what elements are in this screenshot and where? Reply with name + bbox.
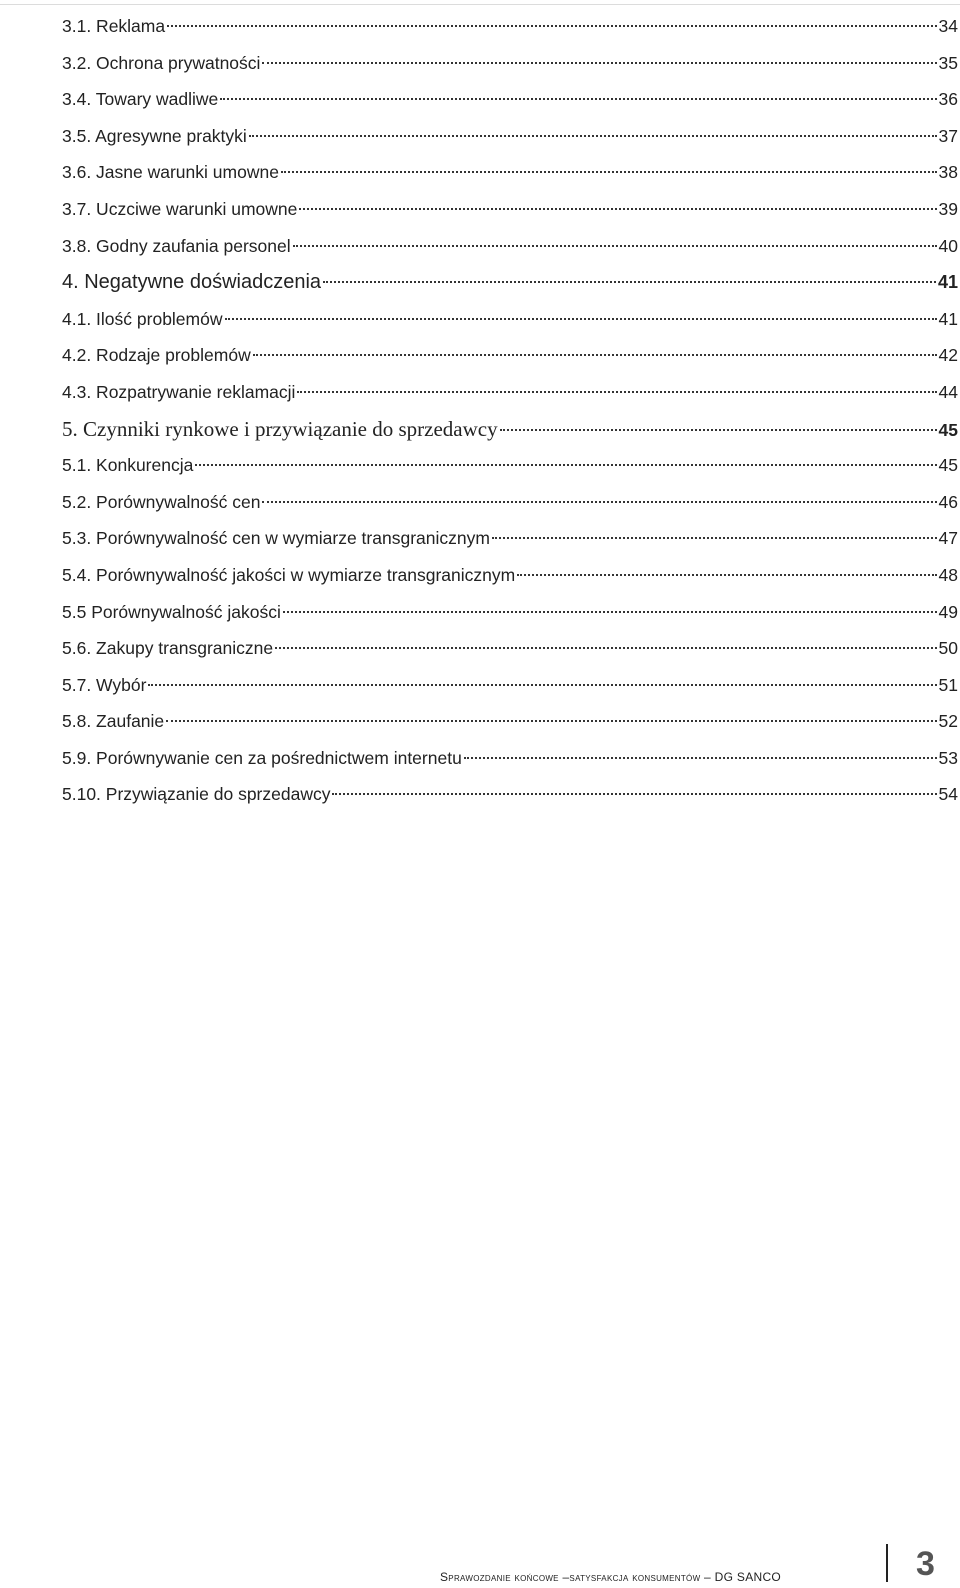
toc-dot-leader [283, 611, 937, 613]
toc-entry-label: 3.4. Towary wadliwe [62, 89, 219, 110]
toc-entry-page-number: 48 [938, 564, 958, 585]
toc-entry-label: 3.1. Reklama [62, 16, 166, 36]
toc-entry-page-number: 40 [938, 235, 958, 256]
toc-entry-label: 3.7. Uczciwe warunki umowne [62, 198, 298, 219]
footer-title: Sprawozdanie końcowe –satysfakcja konsumentów – DG SANCO [440, 1570, 782, 1584]
toc-entry-page-number: 45 [938, 455, 958, 476]
page-footer [440, 1544, 954, 1584]
toc-entry-page-number: 39 [938, 198, 958, 219]
toc-dot-leader [220, 98, 936, 100]
footer-divider [886, 1544, 888, 1582]
toc-dot-leader [332, 793, 936, 795]
toc-entry[interactable] [62, 118, 958, 155]
toc-dot-leader [249, 135, 937, 137]
toc-dot-leader [492, 537, 937, 539]
toc-entry-page-number: 42 [938, 345, 958, 366]
toc-entry-label: 4. Negatywne doświadczenia [62, 271, 322, 294]
toc-dot-leader [500, 429, 937, 431]
toc-entry[interactable] [62, 484, 958, 521]
toc-dot-leader [293, 245, 937, 247]
toc-entry-label: 3.5. Agresywne praktyki [62, 125, 247, 146]
toc-entry[interactable] [62, 8, 958, 45]
toc-entry-page-number: 45 [938, 419, 958, 440]
toc-entry-page-number: 41 [937, 272, 958, 293]
toc-entry-page-number: 53 [938, 747, 958, 768]
toc-entry-label: 4.3. Rozpatrywanie reklamacji [62, 381, 296, 402]
toc-entry-page-number: 38 [938, 162, 958, 183]
toc-entry-label: 5.6. Zakupy transgraniczne [62, 638, 274, 659]
top-rule [0, 4, 960, 5]
toc-entry-page-number: 49 [938, 601, 958, 622]
toc-entry-label: 5.5 Porównywalność jakości [62, 601, 281, 622]
toc-entry[interactable] [62, 667, 958, 704]
toc-entry[interactable] [62, 154, 958, 191]
toc-entry-page-number: 35 [938, 52, 958, 73]
toc-entry[interactable] [62, 630, 958, 667]
toc-dot-leader [517, 574, 936, 576]
toc-dot-leader [148, 684, 936, 686]
toc-entry-label: 5.4. Porównywalność jakości w wymiarze transgranicznym [62, 564, 516, 585]
toc-entry-page-number: 51 [938, 674, 958, 695]
toc-entry-label: 5. Czynniki rynkowe i przywiązanie do sprzedawcy [62, 416, 498, 441]
toc-entry-label: 5.1. Konkurencja [62, 455, 194, 476]
toc-entry[interactable] [62, 776, 958, 813]
toc-entry-label: 5.8. Zaufanie [62, 711, 165, 732]
toc-entry-label: 3.6. Jasne warunki umowne [62, 162, 279, 183]
toc-entry-label: 5.7. Wybór [62, 674, 147, 695]
toc-dot-leader [166, 720, 936, 722]
toc-dot-leader [297, 391, 936, 393]
toc-entry-label: 5.3. Porównywalność cen w wymiarze transgranicznym [62, 528, 490, 549]
toc-entry-page-number: 41 [938, 308, 958, 329]
toc-entry[interactable] [62, 191, 958, 228]
toc-entry[interactable] [62, 520, 958, 557]
toc-entry[interactable] [62, 81, 958, 118]
toc-entry-page-number: 47 [938, 528, 958, 549]
toc-entry-page-number: 37 [938, 125, 958, 146]
toc-dot-leader [299, 208, 936, 210]
toc-entry-label: 4.1. Ilość problemów [62, 308, 223, 329]
toc-entry-label: 3.8. Godny zaufania personel [62, 235, 291, 256]
toc-dot-leader [167, 25, 936, 27]
toc-entry[interactable] [62, 447, 958, 484]
toc-entry[interactable] [62, 337, 958, 374]
toc-entry[interactable] [62, 703, 958, 740]
toc-entry-page-number: 52 [938, 711, 958, 732]
toc-dot-leader [225, 318, 937, 320]
toc-entry[interactable] [62, 740, 958, 777]
toc-entry-label: 5.2. Porównywalność cen [62, 491, 261, 512]
toc-dot-leader [253, 354, 937, 356]
toc-dot-leader [262, 62, 936, 64]
toc-entry[interactable] [62, 594, 958, 631]
toc-entry[interactable] [62, 45, 958, 82]
toc-entry-page-number: 46 [938, 491, 958, 512]
toc-dot-leader [323, 281, 936, 283]
toc-dot-leader [275, 647, 936, 649]
footer-page-number: 3 [916, 1545, 935, 1583]
toc-entry-label: 3.2. Ochrona prywatności [62, 52, 261, 73]
toc-dot-leader [262, 501, 936, 503]
toc-entry-page-number: 50 [938, 638, 958, 659]
toc-entry-page-number: 44 [938, 381, 958, 402]
toc-entry-page-number: 36 [938, 89, 958, 110]
toc-entry[interactable] [62, 411, 958, 448]
toc-entry[interactable] [62, 228, 958, 265]
toc-entry[interactable] [62, 264, 958, 301]
toc-entry-page-number: 34 [938, 16, 958, 36]
toc-dot-leader [464, 757, 937, 759]
toc-entry[interactable] [62, 301, 958, 338]
table-of-contents [62, 8, 958, 813]
toc-dot-leader [195, 464, 936, 466]
toc-dot-leader [281, 171, 937, 173]
toc-entry[interactable] [62, 374, 958, 411]
toc-entry[interactable] [62, 557, 958, 594]
toc-entry-label: 5.9. Porównywanie cen za pośrednictwem internetu [62, 747, 462, 768]
toc-entry-page-number: 54 [938, 784, 958, 805]
toc-entry-label: 5.10. Przywiązanie do sprzedawcy [62, 784, 331, 805]
toc-entry-label: 4.2. Rodzaje problemów [62, 345, 251, 366]
